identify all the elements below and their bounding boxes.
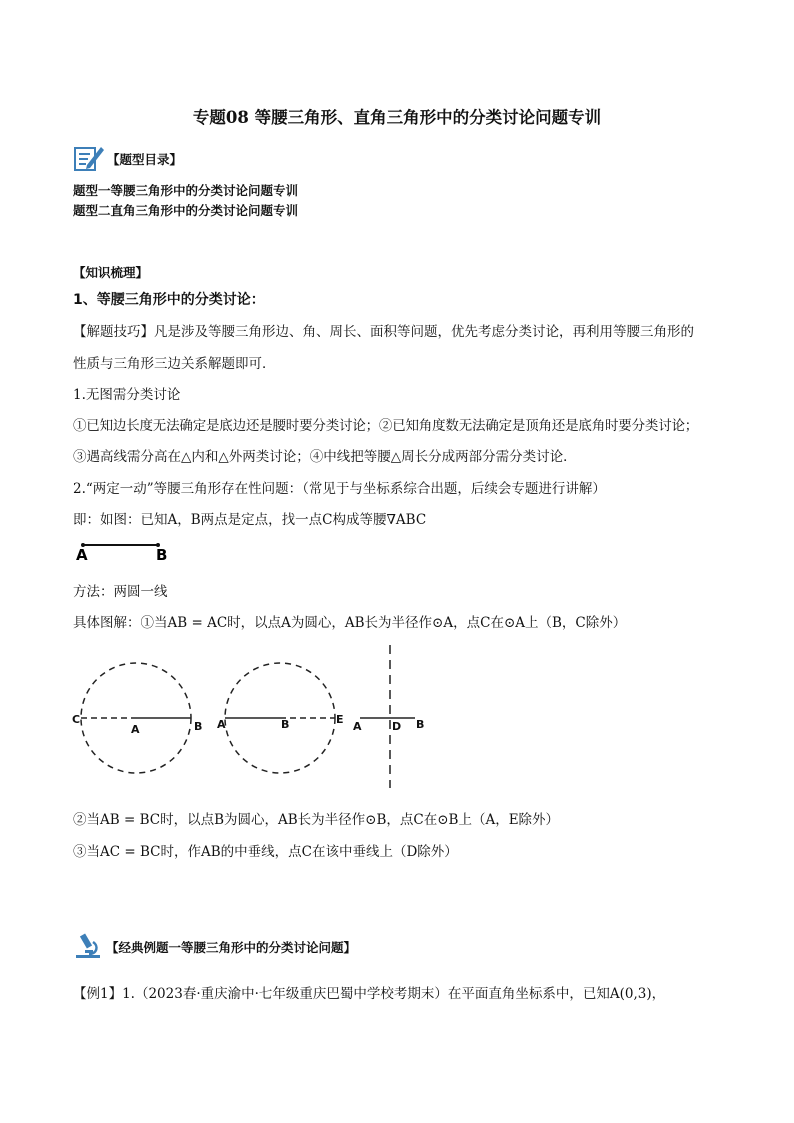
knowledge-heading: 【知识梳理】	[73, 265, 149, 280]
item1-line-a: ①已知边长度无法确定是底边还是腰时要分类讨论；②已知角度数无法确定是顶角还是底角时要分类讨论；	[73, 418, 699, 434]
page-title: 专题08 等腰三角形、直角三角形中的分类讨论问题专训	[192, 108, 602, 127]
detail-line-1: 具体图解：①当AB = AC时，以点A为圆心，AB长为半径作⊙A，点C在⊙A上（B，C除外）	[73, 615, 627, 631]
fig2-label-b: B	[281, 718, 290, 731]
circles-figure	[70, 640, 440, 790]
toc-heading: 【题型目录】	[107, 152, 183, 167]
item2-title: 2.“两定一动”等腰三角形存在性问题：（常见于与坐标系综合出题，后续会专题进行讲解）	[73, 481, 606, 497]
tip-line-1: 【解题技巧】凡是涉及等腰三角形边、角、周长、面积等问题，优先考虑分类讨论，再利用等腰三角形的	[73, 324, 694, 340]
example-1-line: 【例1】1.（2023春·重庆渝中·七年级重庆巴蜀中学校考期末）在平面直角坐标系中，已知A(0,3)，	[73, 986, 666, 1002]
item1-title: 1.无图需分类讨论	[73, 387, 181, 403]
fig1-label-a: A	[131, 723, 140, 736]
tip-line-2: 性质与三角形三边关系解题即可．	[73, 356, 276, 372]
fig2-label-a: A	[217, 718, 226, 731]
toc-item-2[interactable]: 题型二直角三角形中的分类讨论问题专训	[73, 203, 299, 218]
detail-line-2: ②当AB = BC时，以点B为圆心，AB长为半径作⊙B，点C在⊙B上（A，E除外）	[73, 812, 560, 828]
item2-desc: 即：如图：已知A，B两点是定点，找一点C构成等腰∇ABC	[73, 512, 427, 528]
fig1-label-c: C	[72, 713, 81, 726]
point-label-a: A	[76, 546, 88, 564]
section-heading-1: 1、等腰三角形中的分类讨论：	[73, 292, 265, 308]
microscope-icon	[73, 930, 103, 960]
toc-item-1[interactable]: 题型一等腰三角形中的分类讨论问题专训	[73, 183, 299, 198]
fig3-label-b: B	[416, 718, 425, 731]
segment-ab-figure	[73, 538, 183, 564]
fig3-label-d: D	[392, 720, 402, 733]
notebook-pencil-icon	[73, 143, 105, 173]
method-text: 方法：两圆一线	[73, 584, 168, 600]
detail-line-3: ③当AC = BC时，作AB的中垂线，点C在该中垂线上（D除外）	[73, 844, 458, 860]
fig3-label-a: A	[353, 720, 362, 733]
item1-line-b: ③遇高线需分高在△内和△外两类讨论；④中线把等腰△周长分成两部分需分类讨论．	[73, 449, 577, 465]
point-label-b: B	[156, 546, 168, 564]
fig2-label-e: E	[336, 713, 344, 726]
fig1-label-b: B	[194, 720, 203, 733]
example-heading: 【经典例题一等腰三角形中的分类讨论问题】	[106, 940, 357, 955]
